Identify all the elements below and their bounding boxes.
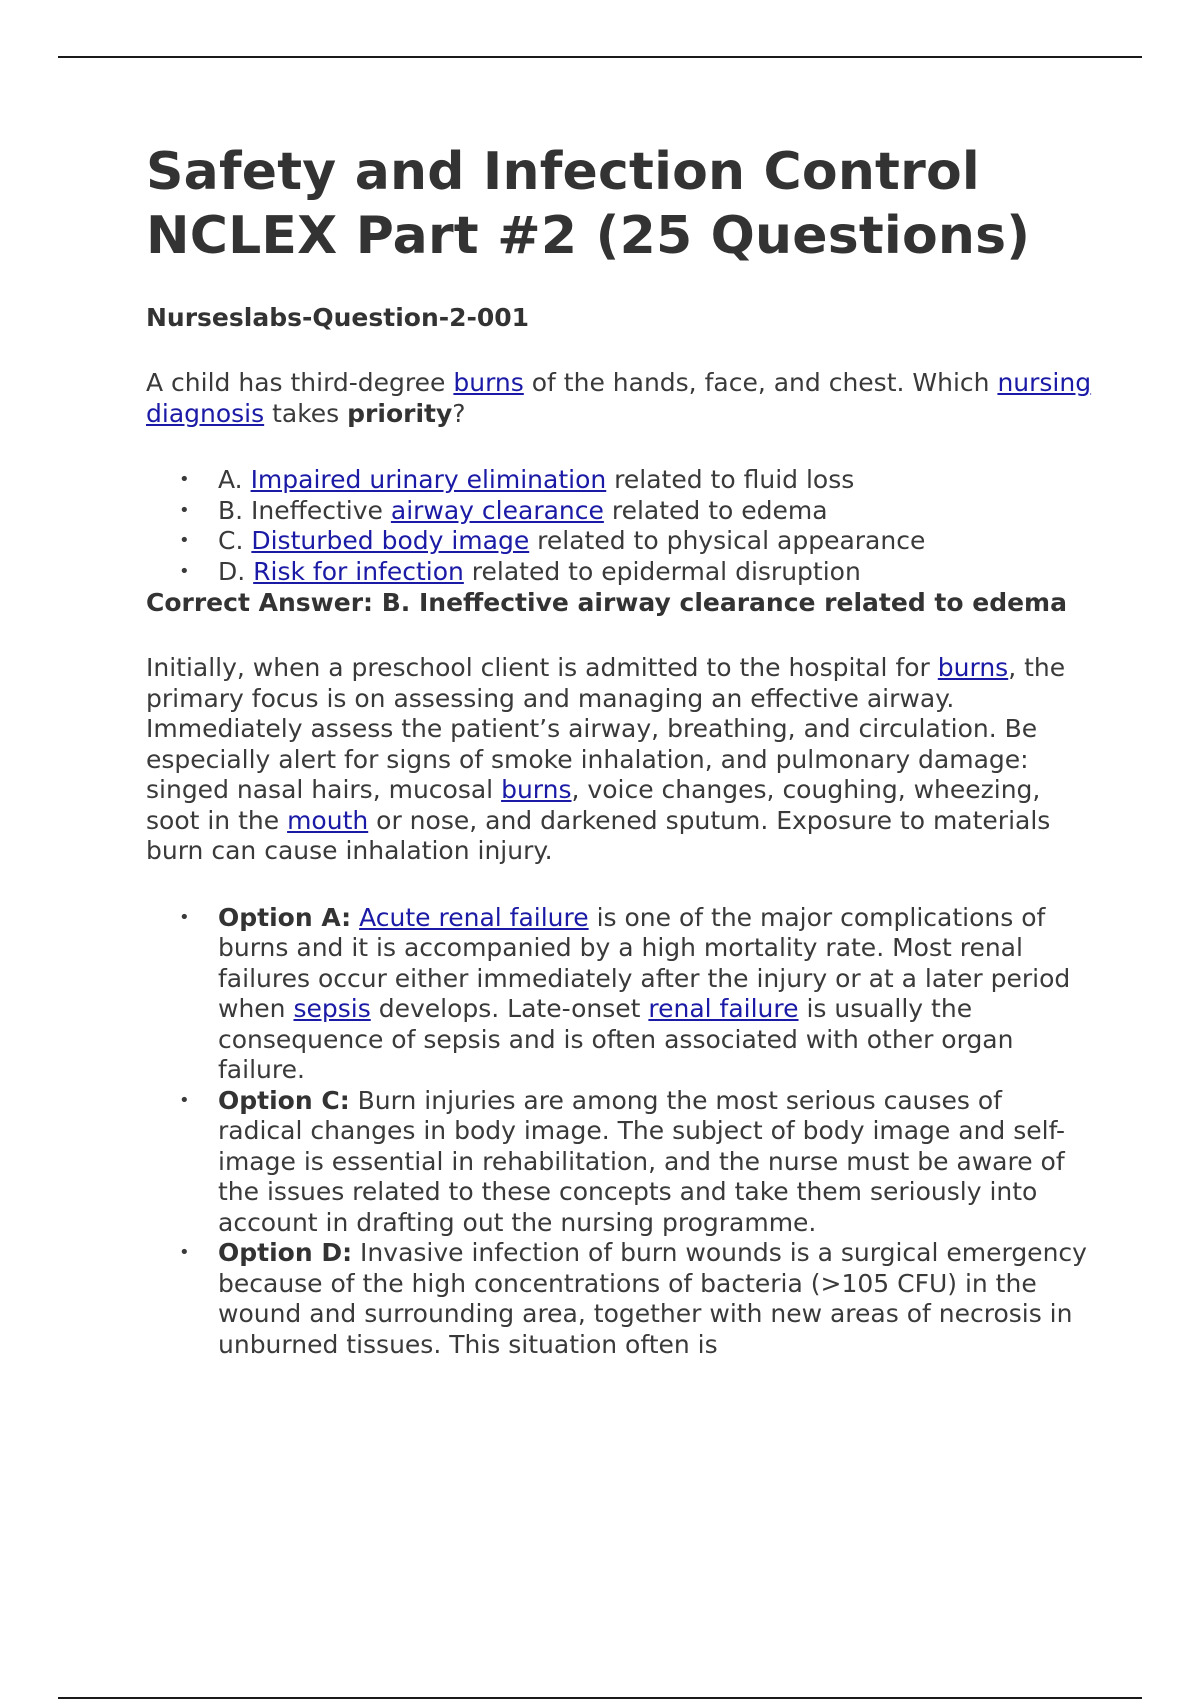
link-burns[interactable]: burns — [453, 368, 524, 397]
explanation-paragraph: Initially, when a preschool client is admitted to the hospital for burns, the primary focus is on assessing and managing an effective airway. Immediately assess the patient’s airway, breathing, and circulation. Be especially alert for signs of smoke inhalation, and pulmonary damage: singed nasal hairs, mucosal burns, voice changes, coughing, wheezing, soot in the mouth or nose, and darkened sputum. Exposure to materials burn can cause inhalation injury. — [146, 653, 1066, 865]
rationale-label: Option C: — [218, 1085, 350, 1115]
bottom-rule — [58, 1697, 1142, 1699]
question-text-part: ? — [452, 398, 466, 428]
rationale-option-d: • Option D: Invasive infection of burn wounds is a surgical emergency because of the high concentrations of bacteria (>105 CFU) in the wound and surrounding area, together with new areas of necrosis in unburned tissues. This situation often is — [146, 1238, 1090, 1360]
rationale-label: Option D: — [218, 1238, 353, 1267]
answer-options — [146, 465, 1096, 587]
question-text-part: takes — [264, 398, 348, 428]
link-burns[interactable]: burns — [501, 775, 572, 804]
correct-answer: Correct Answer: B. Ineffective airway clearance related to edema — [146, 588, 1067, 617]
link-renal-failure[interactable]: renal failure — [648, 994, 799, 1023]
option-rationales — [146, 903, 1090, 1361]
link-risk-for-infection[interactable]: Risk for infection — [253, 556, 464, 586]
page-title: Safety and Infection Control NCLEX Part #2 (25 Questions) — [146, 142, 1031, 266]
rationale-label: Option A: — [218, 902, 352, 932]
priority-emphasis: priority — [347, 398, 453, 428]
link-nursing-diagnosis[interactable]: nursing diagnosis — [146, 368, 1092, 428]
answer-option-c: • C. Disturbed body image related to physical appearance — [146, 526, 1096, 557]
top-rule — [58, 56, 1142, 58]
question-text — [146, 368, 1096, 429]
link-burns[interactable]: burns — [937, 653, 1009, 682]
link-acute-renal-failure[interactable]: Acute renal failure — [359, 902, 589, 932]
article — [146, 140, 1096, 1360]
rationale-option-c: • Option C: Burn injuries are among the most serious causes of radical changes in body image. The subject of body image and self-image is essential in rehabilitation, and the nurse must be aware of the issues related to these concepts and take them seriously into account in drafting out the nursing programme. — [146, 1086, 1090, 1239]
link-disturbed-body-image[interactable]: Disturbed body image — [251, 526, 530, 555]
link-airway-clearance[interactable]: airway clearance — [390, 495, 604, 525]
rationale-option-a: • Option A: Acute renal failure is one of the major complications of burns and it is accompanied by a high mortality rate. Most renal failures occur either immediately after the injury or at a later period when sepsis develops. Late-onset renal failure is usually the consequence of sepsis and is often associated with other organ failure. — [146, 903, 1090, 1086]
link-impaired-urinary-elimination[interactable]: Impaired urinary elimination — [250, 465, 607, 494]
link-sepsis[interactable]: sepsis — [293, 994, 371, 1023]
question-id: Nurseslabs-Question-2-001 — [146, 303, 530, 332]
question-text-part: A child has third-degree — [146, 368, 454, 397]
question-text-part: of the hands, face, and chest. Which — [523, 368, 998, 397]
link-mouth[interactable]: mouth — [287, 805, 369, 835]
answer-option-b: • B. Ineffective airway clearance related to edema — [146, 496, 1096, 527]
answer-option-a: • A. Impaired urinary elimination related to fluid loss — [146, 465, 1096, 496]
answer-option-d: • D. Risk for infection related to epidermal disruption — [146, 557, 1096, 588]
